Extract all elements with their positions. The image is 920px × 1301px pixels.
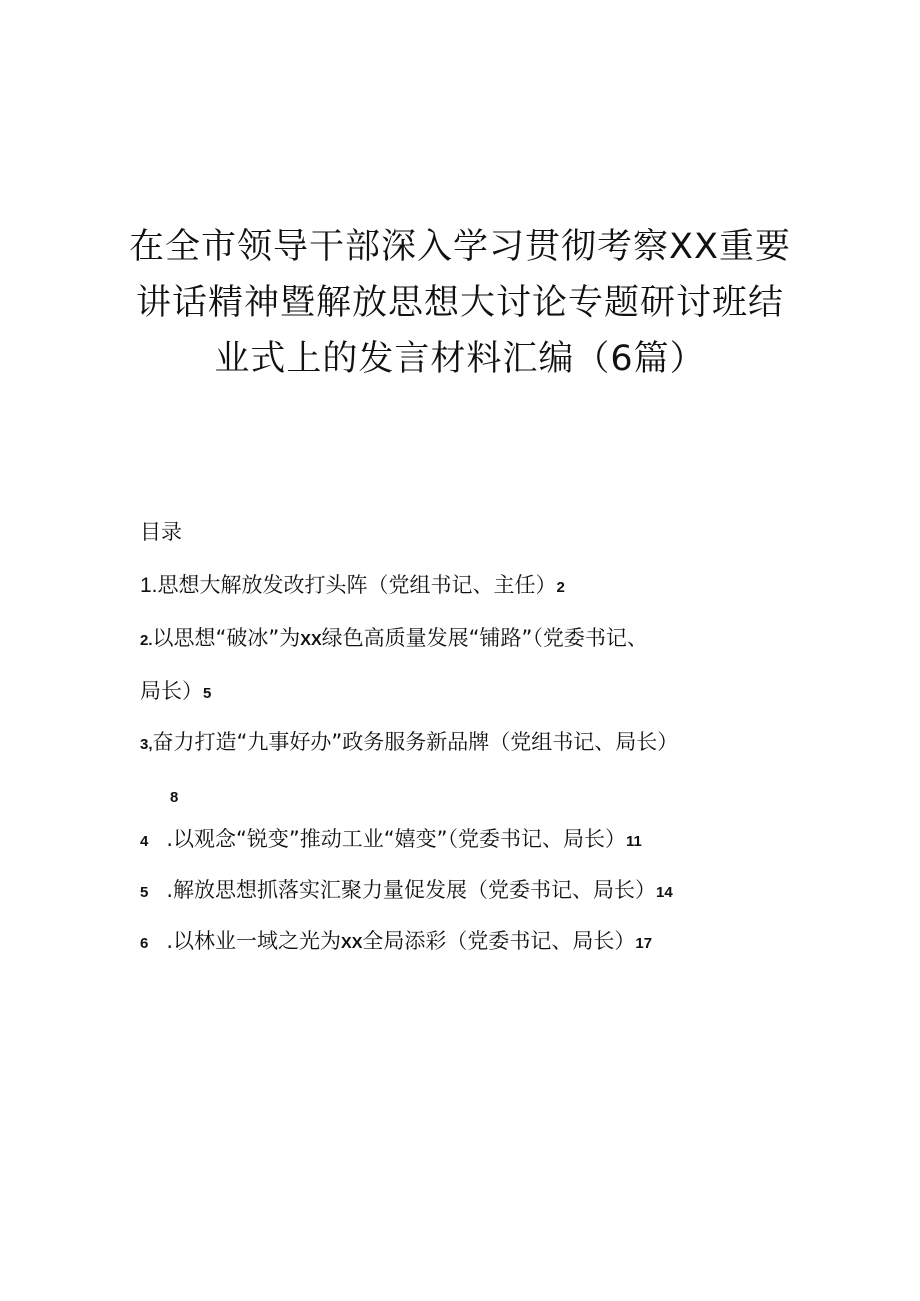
- toc-item-number: 2.: [140, 632, 153, 649]
- toc-item-title-part: .以林业一域之光为: [166, 929, 342, 953]
- document-title: [80, 219, 840, 387]
- toc-item-page: 11: [626, 833, 642, 850]
- toc-item-title-part: 以思想“破冰”为: [152, 626, 301, 650]
- toc-item-6[interactable]: [140, 925, 652, 960]
- toc-item-title-part: 局长）: [140, 679, 203, 703]
- toc-item-3-page-line[interactable]: [170, 779, 178, 814]
- toc-item-title: .解放思想抓落实汇聚力量促发展（党委书记、局长）: [166, 878, 657, 902]
- toc-item-page: 17: [635, 935, 653, 952]
- toc-item-page: 14: [656, 884, 673, 901]
- toc-item-number: 4: [140, 833, 149, 850]
- toc-item-2[interactable]: [140, 622, 648, 657]
- toc-item-title: 思想大解放发改打头阵（党组书记、主任）: [157, 573, 557, 597]
- title-line-3: 业式上的发言材料汇编（6篇）: [214, 339, 706, 380]
- toc-item-title: 奋力打造“九事好办”政务服务新品牌（党组书记、局长）: [152, 730, 679, 754]
- toc-item-2-continuation[interactable]: [140, 675, 211, 710]
- toc-item-number: 1.: [140, 574, 158, 597]
- toc-item-number: 3,: [140, 736, 153, 753]
- toc-item-1[interactable]: [140, 569, 565, 604]
- toc-item-title-placeholder: XX: [300, 632, 322, 649]
- toc-item-title-placeholder: XX: [341, 935, 363, 952]
- toc-item-number: 6: [140, 935, 149, 952]
- toc-item-title-part: 全局添彩（党委书记、局长）: [362, 929, 636, 953]
- toc-item-page: 2: [556, 579, 565, 596]
- toc-item-page: 5: [203, 685, 212, 702]
- title-line-1: 在全市领导干部深入学习贯彻考察XX重要: [129, 227, 791, 268]
- toc-item-page: 8: [170, 789, 179, 806]
- title-line-2: 讲话精神暨解放思想大讨论专题研讨班结: [135, 283, 784, 324]
- toc-heading: 目录: [140, 520, 182, 544]
- toc-item-4[interactable]: [140, 823, 642, 858]
- toc-item-title-part: 绿色高质量发展“铺路”（党委书记、: [321, 626, 648, 650]
- toc-item-3[interactable]: [140, 726, 678, 761]
- toc-item-title: .以观念“锐变”推动工业“嬉变”（党委书记、局长）: [166, 827, 627, 851]
- toc-item-number: 5: [140, 884, 149, 901]
- toc-item-5[interactable]: [140, 874, 673, 909]
